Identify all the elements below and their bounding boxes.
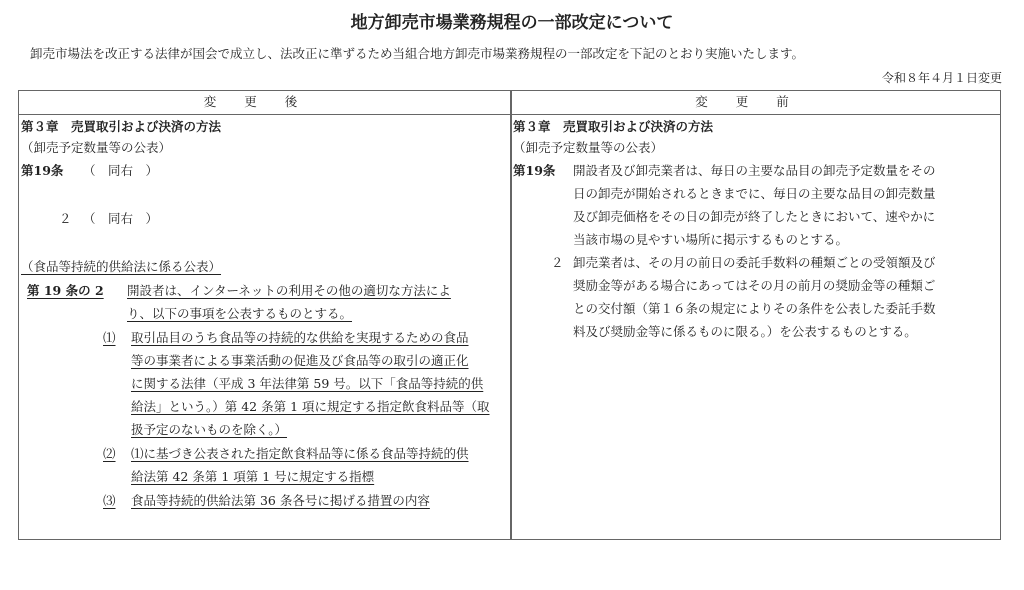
- column-divider: [510, 91, 512, 539]
- article-19-line: 開設者及び卸売業者は、毎日の主要な品目の卸売予定数量をその: [573, 163, 936, 178]
- article-19-label: 第19条: [513, 163, 556, 178]
- item-3-line: 食品等持続的供給法第 36 条各号に掲げる措置の内容: [131, 493, 430, 508]
- header-before: 変更前: [695, 94, 817, 109]
- revision-date: 令和８年４月１日変更: [881, 71, 1002, 85]
- article-19-label: 第19条: [21, 163, 64, 178]
- paragraph-2-line: 料及び奨励金等に係るものに限る。）を公表するものとする。: [573, 324, 917, 339]
- item-2-line: ⑴に基づき公表された指定飲食料品等に係る食品等持続的供: [131, 446, 469, 461]
- paragraph-2-line: 卸売業者は、その月の前日の委託手数料の種類ごとの受領額及び: [573, 255, 936, 270]
- paragraph-2-line: との交付額（第１６条の規定によりその条件を公表した委託手数: [573, 301, 936, 316]
- item-1-line: 扱予定のないものを除く。）: [131, 422, 288, 437]
- article-19-line: 当該市場の見やすい場所に掲示するものとする。: [573, 232, 849, 247]
- article-19-line: 日の卸売が開始されるときまでに、毎日の主要な品目の卸売数量: [573, 186, 936, 201]
- section-heading: （卸売予定数量等の公表）: [513, 140, 664, 155]
- item-1-number: ⑴: [103, 330, 116, 345]
- intro-text: 卸売市場法を改正する法律が国会で成立し、法改正に準ずるため当組合地方卸売市場業務規程の一部改定を下記のとおり実施いたします。: [30, 46, 805, 61]
- chapter-heading: 第３章 売買取引および決済の方法: [513, 119, 714, 134]
- item-1-line: 給法」という。）第 42 条第 1 項に規定する指定飲食料品等（取: [131, 399, 490, 414]
- article-19-2-line: 開設者は、インターネットの利用その他の適切な方法によ: [127, 283, 451, 298]
- paragraph-2-number: ２: [59, 211, 72, 226]
- comparison-table: [18, 90, 1001, 540]
- item-1-line: に関する法律（平成 3 年法律第 59 号。以下「食品等持続的供: [131, 376, 484, 391]
- article-19-2-label: 第 19 条の 2: [27, 283, 104, 298]
- item-1-line: 等の事業者による事業活動の促進及び食品等の取引の適正化: [131, 353, 469, 368]
- new-section-heading: （食品等持続的供給法に係る公表）: [21, 259, 222, 274]
- header-after: 変更後: [203, 94, 326, 109]
- item-3-number: ⑶: [103, 493, 116, 508]
- item-2-line: 給法第 42 条第 1 項第 1 号に規定する指標: [131, 469, 375, 484]
- article-19-2-line: り、以下の事項を公表するものとする。: [127, 306, 353, 321]
- section-heading: （卸売予定数量等の公表）: [21, 140, 172, 155]
- item-2-number: ⑵: [103, 446, 116, 461]
- article-19-text: （ 同右 ）: [83, 163, 159, 178]
- document-title: 地方卸売市場業務規程の一部改定について: [350, 13, 674, 33]
- paragraph-2-number: ２: [551, 255, 564, 270]
- paragraph-2-text: （ 同右 ）: [83, 211, 159, 226]
- item-1-line: 取引品目のうち食品等の持続的な供給を実現するための食品: [131, 330, 469, 345]
- article-19-line: 及び卸売価格をその日の卸売が終了したときにおいて、速やかに: [573, 209, 936, 224]
- chapter-heading: 第３章 売買取引および決済の方法: [21, 119, 222, 134]
- paragraph-2-line: 奨励金等がある場合にあってはその月の前月の奨励金等の種類ご: [573, 278, 936, 293]
